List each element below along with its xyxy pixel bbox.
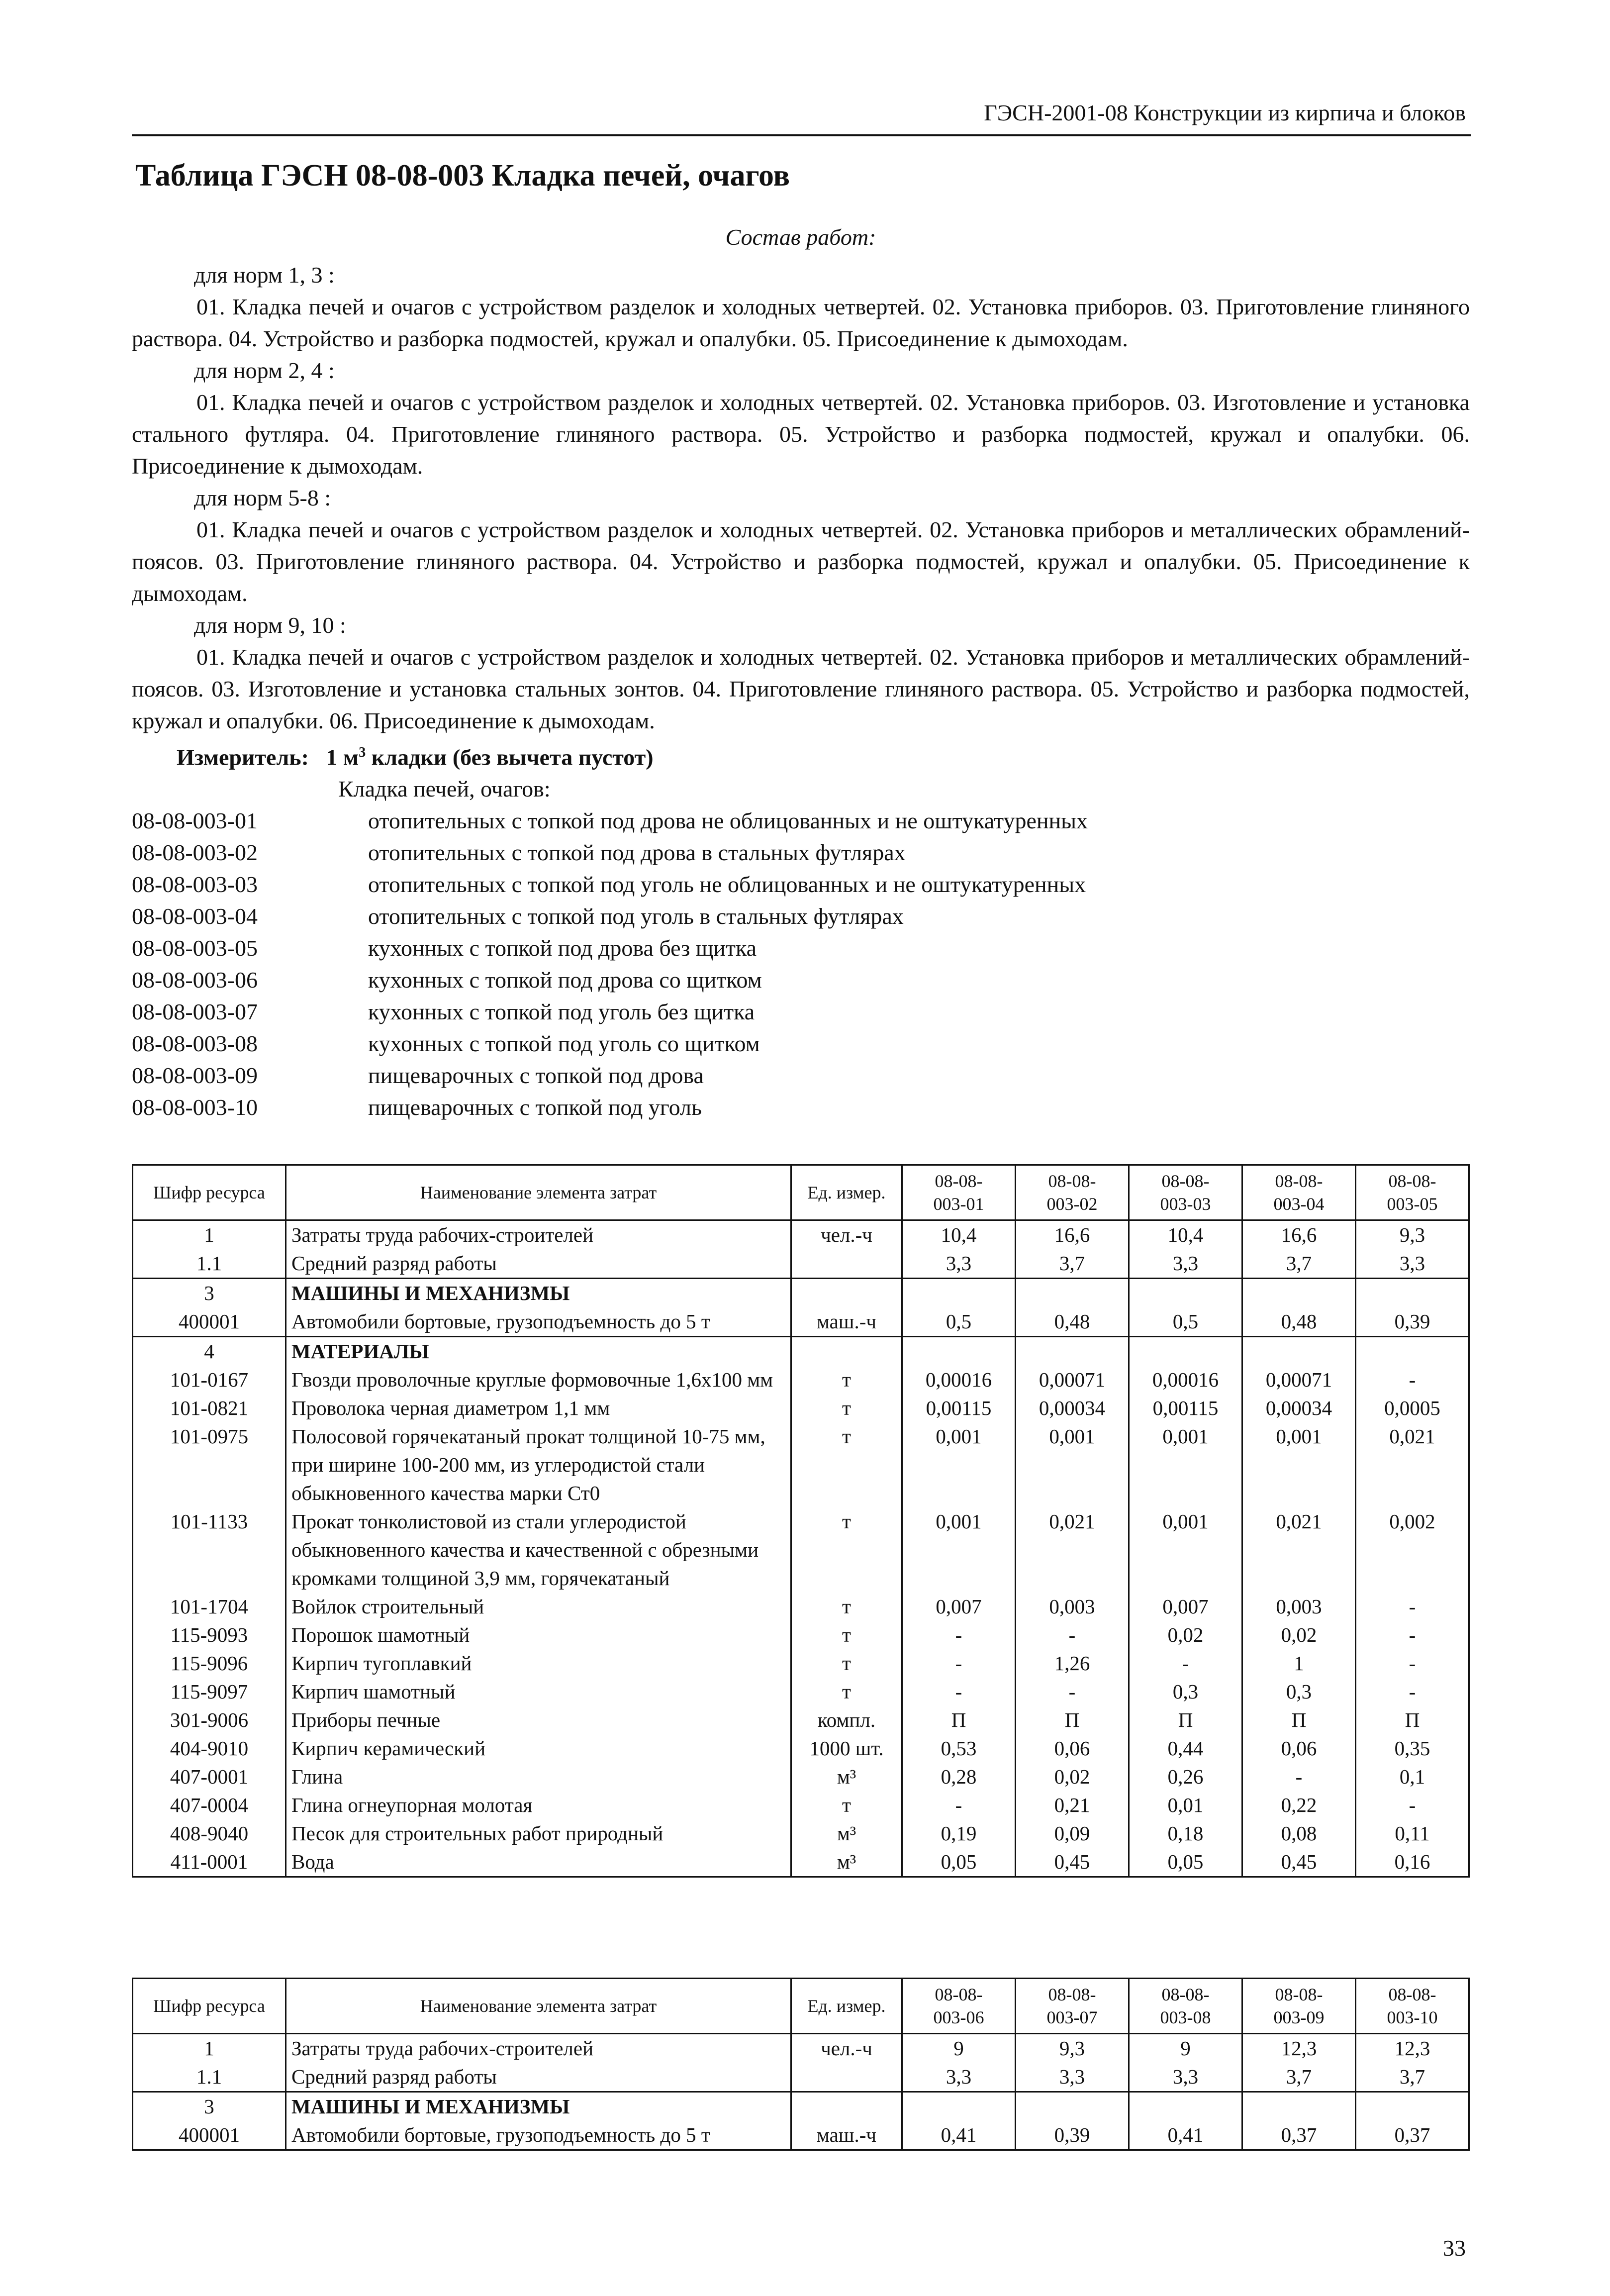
norm-value: 0,3 — [1242, 1678, 1356, 1706]
table-row — [133, 2063, 1469, 2092]
header-unit: Ед. измер. — [791, 1165, 902, 1220]
norm-value: 0,05 — [1129, 1848, 1242, 1877]
resource-name: Кирпич тугоплавкий — [286, 1649, 791, 1678]
norm-value: 0,48 — [1016, 1307, 1129, 1337]
norm-value: 3,3 — [1356, 1249, 1469, 1279]
table-row — [133, 1422, 1469, 1507]
norm-group-label: для норм 9, 10 : — [194, 612, 346, 638]
norm-value: 3,7 — [1242, 1249, 1356, 1279]
norm-code: 08-08-003-08 — [132, 1031, 258, 1057]
table-row — [133, 1791, 1469, 1819]
resource-name: Кирпич шамотный — [286, 1678, 791, 1706]
measure-value-suffix: кладки (без вычета пустот) — [366, 744, 654, 770]
measure-superscript: 3 — [359, 745, 366, 760]
norm-value: 0,00034 — [1242, 1394, 1356, 1422]
resource-unit: т — [791, 1394, 902, 1422]
resource-unit: т — [791, 1507, 902, 1593]
norm-value: 9,3 — [1356, 1220, 1469, 1250]
norm-value: 0,18 — [1129, 1819, 1242, 1848]
norm-value: 12,3 — [1356, 2034, 1469, 2063]
norm-code: 08-08-003-04 — [132, 903, 258, 929]
table-row — [133, 1507, 1469, 1593]
resource-code: 400001 — [133, 1307, 286, 1337]
norm-value: 0,0005 — [1356, 1394, 1469, 1422]
norm-value: - — [1016, 1621, 1129, 1649]
norm-value: 0,19 — [902, 1819, 1016, 1848]
norm-code: 08-08-003-09 — [132, 1063, 258, 1089]
norm-value: 0,021 — [1016, 1507, 1129, 1593]
resource-name: Гвозди проволочные круглые формовочные 1,6х100 мм — [286, 1366, 791, 1394]
resource-code: 115-9096 — [133, 1649, 286, 1678]
composition-heading: Состав работ: — [725, 224, 876, 250]
resource-code: 400001 — [133, 2121, 286, 2150]
resource-unit: т — [791, 1593, 902, 1621]
header-code: Шифр ресурса — [133, 1165, 286, 1220]
norm-value: 0,021 — [1356, 1422, 1469, 1507]
resource-unit: компл. — [791, 1706, 902, 1734]
resource-code: 115-9097 — [133, 1678, 286, 1706]
resource-unit: т — [791, 1422, 902, 1507]
norm-description: пищеварочных с топкой под уголь — [368, 1095, 702, 1120]
norm-value — [1016, 1337, 1129, 1366]
norm-value: П — [1016, 1706, 1129, 1734]
resource-unit: м³ — [791, 1848, 902, 1877]
norm-description: отопительных с топкой под уголь в стальных футлярах — [368, 903, 904, 929]
norm-value: 0,05 — [902, 1848, 1016, 1877]
norm-description: отопительных с топкой под дрова в стальных футлярах — [368, 840, 906, 866]
resource-code: 407-0004 — [133, 1791, 286, 1819]
norm-value: 9 — [902, 2034, 1016, 2063]
norm-value: 0,007 — [1129, 1593, 1242, 1621]
resource-code: 1.1 — [133, 1249, 286, 1279]
norm-value: 0,09 — [1016, 1819, 1129, 1848]
resource-unit: т — [791, 1621, 902, 1649]
norm-value: 0,00115 — [1129, 1394, 1242, 1422]
norm-value: 0,00071 — [1016, 1366, 1129, 1394]
resource-unit: маш.-ч — [791, 1307, 902, 1337]
header-name: Наименование элемента затрат — [286, 1165, 791, 1220]
norm-value: 3,3 — [1129, 2063, 1242, 2092]
norm-value: 3,3 — [1016, 2063, 1129, 2092]
resource-name: Затраты труда рабочих-строителей — [286, 2034, 791, 2063]
norm-value: 0,02 — [1016, 1763, 1129, 1791]
norm-value: 0,02 — [1242, 1621, 1356, 1649]
resource-name: Полосовой горячекатаный прокат толщиной 10-75 мм, при ширине 100-200 мм, из углеродистой стали обыкновенного качества марки Ст0 — [286, 1422, 791, 1507]
resource-unit: т — [791, 1678, 902, 1706]
resource-code: 1.1 — [133, 2063, 286, 2092]
norm-group-text: 01. Кладка печей и очагов с устройством разделок и холодных четвертей. 02. Установка приборов. 03. Изготовление и установка стального футляра. 04. Приготовление глиняного раствора. 05. Устройство и разборка подмостей, кружал и опалубки. 06. Присоединение к дымоходам. — [132, 390, 1470, 479]
norm-value: 0,44 — [1129, 1734, 1242, 1763]
norm-value: 0,5 — [1129, 1307, 1242, 1337]
resource-unit: чел.-ч — [791, 1220, 902, 1250]
masonry-label: Кладка печей, очагов: — [338, 776, 551, 802]
norm-code: 08-08-003-07 — [132, 999, 258, 1025]
resource-unit: т — [791, 1366, 902, 1394]
norm-value: 0,021 — [1242, 1507, 1356, 1593]
table-row — [133, 1366, 1469, 1394]
table-row — [133, 1678, 1469, 1706]
table-row — [133, 1394, 1469, 1422]
resource-code: 101-1704 — [133, 1593, 286, 1621]
norm-value: - — [1356, 1593, 1469, 1621]
norm-value: 0,02 — [1129, 1621, 1242, 1649]
norm-value: 0,007 — [902, 1593, 1016, 1621]
norm-value: - — [1356, 1621, 1469, 1649]
resource-code: 301-9006 — [133, 1706, 286, 1734]
norm-value: 0,28 — [902, 1763, 1016, 1791]
norm-code-item — [132, 996, 1470, 1028]
header-unit: Ед. измер. — [791, 1979, 902, 2034]
norm-value: 0,41 — [902, 2121, 1016, 2150]
norm-value: П — [902, 1706, 1016, 1734]
header-norm: 08-08- 003-04 — [1242, 1165, 1356, 1220]
header-norm: 08-08- 003-06 — [902, 1979, 1016, 2034]
norm-value: 0,00034 — [1016, 1394, 1129, 1422]
norm-value: 16,6 — [1242, 1220, 1356, 1250]
norm-value: 0,48 — [1242, 1307, 1356, 1337]
norm-value — [902, 1279, 1016, 1308]
norm-value: 0,001 — [902, 1422, 1016, 1507]
norm-value: 0,002 — [1356, 1507, 1469, 1593]
norm-description: отопительных с топкой под уголь не облицованных и не оштукатуренных — [368, 872, 1086, 898]
resource-table-2 — [132, 1978, 1470, 2151]
header-norm: 08-08- 003-01 — [902, 1165, 1016, 1220]
resource-unit: т — [791, 1791, 902, 1819]
header-norm: 08-08- 003-07 — [1016, 1979, 1129, 2034]
norm-code-item — [132, 869, 1470, 900]
resource-name: Глина огнеупорная молотая — [286, 1791, 791, 1819]
composition-section — [132, 221, 1470, 1123]
norm-description: кухонных с топкой под дрова без щитка — [368, 935, 757, 961]
norm-value: 0,00016 — [902, 1366, 1016, 1394]
norm-value: 12,3 — [1242, 2034, 1356, 2063]
norm-value — [1242, 2092, 1356, 2121]
section-title: МАТЕРИАЛЫ — [286, 1337, 791, 1366]
page-number: 33 — [1443, 2235, 1466, 2261]
norm-value: 0,21 — [1016, 1791, 1129, 1819]
header-norm: 08-08- 003-10 — [1356, 1979, 1469, 2034]
norm-value — [1356, 2092, 1469, 2121]
norm-value: 16,6 — [1016, 1220, 1129, 1250]
resource-code: 411-0001 — [133, 1848, 286, 1877]
measure-line — [132, 737, 1470, 773]
resource-name: Приборы печные — [286, 1706, 791, 1734]
resource-code: 101-0821 — [133, 1394, 286, 1422]
norm-code-item — [132, 900, 1470, 932]
resource-name: Средний разряд работы — [286, 1249, 791, 1279]
norm-code-item — [132, 805, 1470, 837]
norm-code: 08-08-003-10 — [132, 1095, 258, 1120]
norm-code-item — [132, 837, 1470, 869]
norm-value: 0,00071 — [1242, 1366, 1356, 1394]
norm-value: - — [1356, 1366, 1469, 1394]
norm-value: 3,3 — [902, 1249, 1016, 1279]
norm-group-label: для норм 1, 3 : — [194, 262, 335, 288]
norm-value: - — [1356, 1791, 1469, 1819]
norm-description: кухонных с топкой под уголь без щитка — [368, 999, 755, 1025]
norm-value: 3,3 — [1129, 1249, 1242, 1279]
resource-name: Затраты труда рабочих-строителей — [286, 1220, 791, 1250]
table-row — [133, 1706, 1469, 1734]
resource-code: 404-9010 — [133, 1734, 286, 1763]
norm-value: 0,1 — [1356, 1763, 1469, 1791]
norm-value — [1356, 1337, 1469, 1366]
norm-group-label: для норм 5-8 : — [194, 485, 331, 510]
norm-value: 3,7 — [1016, 1249, 1129, 1279]
header-name: Наименование элемента затрат — [286, 1979, 791, 2034]
norm-value: - — [1016, 1678, 1129, 1706]
norm-code-list — [132, 805, 1470, 1123]
norm-value: 0,11 — [1356, 1819, 1469, 1848]
norm-code-item — [132, 932, 1470, 964]
resource-code: 3 — [133, 1279, 286, 1308]
table-row — [133, 1819, 1469, 1848]
norm-value: 0,39 — [1016, 2121, 1129, 2150]
norm-value — [1242, 1337, 1356, 1366]
norm-value: - — [902, 1678, 1016, 1706]
norm-value: 10,4 — [1129, 1220, 1242, 1250]
header-norm: 08-08- 003-09 — [1242, 1979, 1356, 2034]
norm-value: 0,16 — [1356, 1848, 1469, 1877]
resource-code: 101-0975 — [133, 1422, 286, 1507]
norm-value — [1242, 1279, 1356, 1308]
norm-code-item — [132, 964, 1470, 996]
resource-unit — [791, 1337, 902, 1366]
norm-value: П — [1129, 1706, 1242, 1734]
table-row — [133, 1763, 1469, 1791]
norm-value: 0,3 — [1129, 1678, 1242, 1706]
norm-value: 0,06 — [1242, 1734, 1356, 1763]
table-title: Таблица ГЭСН 08-08-003 Кладка печей, очагов — [135, 159, 790, 193]
resource-unit — [791, 2063, 902, 2092]
norm-value: П — [1356, 1706, 1469, 1734]
resource-name: Автомобили бортовые, грузоподъемность до 5 т — [286, 2121, 791, 2150]
norm-value: 9 — [1129, 2034, 1242, 2063]
norm-value: 0,003 — [1242, 1593, 1356, 1621]
norm-value: 0,45 — [1016, 1848, 1129, 1877]
section-row — [133, 2092, 1469, 2121]
norm-value: 0,45 — [1242, 1848, 1356, 1877]
norm-value: 0,08 — [1242, 1819, 1356, 1848]
table-row — [133, 1307, 1469, 1337]
measure-label: Измеритель: — [177, 744, 309, 770]
header-norm: 08-08- 003-03 — [1129, 1165, 1242, 1220]
norm-value: 0,37 — [1356, 2121, 1469, 2150]
resource-code: 408-9040 — [133, 1819, 286, 1848]
resource-unit: т — [791, 1649, 902, 1678]
running-header: ГЭСН-2001-08 Конструкции из кирпича и блоков — [984, 100, 1466, 125]
resource-code: 1 — [133, 2034, 286, 2063]
norm-value: 0,53 — [902, 1734, 1016, 1763]
norm-value: 0,5 — [902, 1307, 1016, 1337]
table-row — [133, 1848, 1469, 1877]
norm-value: 10,4 — [902, 1220, 1016, 1250]
norm-description: кухонных с топкой под дрова со щитком — [368, 967, 762, 993]
norm-group-label: для норм 2, 4 : — [194, 358, 335, 383]
norm-code: 08-08-003-05 — [132, 935, 258, 961]
section-title: МАШИНЫ И МЕХАНИЗМЫ — [286, 2092, 791, 2121]
resource-unit: 1000 шт. — [791, 1734, 902, 1763]
header-norm: 08-08- 003-05 — [1356, 1165, 1469, 1220]
norm-value — [1129, 1279, 1242, 1308]
section-row — [133, 1337, 1469, 1366]
table-row — [133, 2034, 1469, 2063]
resource-unit — [791, 1249, 902, 1279]
resource-unit — [791, 1279, 902, 1308]
norm-value — [902, 2092, 1016, 2121]
resource-name: Войлок строительный — [286, 1593, 791, 1621]
norm-value: - — [902, 1621, 1016, 1649]
norm-value: 0,001 — [1016, 1422, 1129, 1507]
resource-name: Глина — [286, 1763, 791, 1791]
norm-value: 1,26 — [1016, 1649, 1129, 1678]
section-row — [133, 1279, 1469, 1308]
table-row — [133, 1220, 1469, 1250]
norm-value: 0,06 — [1016, 1734, 1129, 1763]
norm-value: 0,41 — [1129, 2121, 1242, 2150]
norm-value — [1356, 1279, 1469, 1308]
resource-code: 1 — [133, 1220, 286, 1250]
norm-value: - — [1356, 1649, 1469, 1678]
norm-value: 0,001 — [902, 1507, 1016, 1593]
header-rule — [132, 134, 1471, 136]
table-row — [133, 1593, 1469, 1621]
header-norm: 08-08- 003-02 — [1016, 1165, 1129, 1220]
norm-value: 0,00115 — [902, 1394, 1016, 1422]
resource-name: Проволока черная диаметром 1,1 мм — [286, 1394, 791, 1422]
resource-name: Порошок шамотный — [286, 1621, 791, 1649]
table-row — [133, 1621, 1469, 1649]
resource-code: 407-0001 — [133, 1763, 286, 1791]
norm-code-item — [132, 1092, 1470, 1123]
norm-value — [1016, 2092, 1129, 2121]
resource-name: Вода — [286, 1848, 791, 1877]
norm-value: - — [1242, 1763, 1356, 1791]
resource-unit: м³ — [791, 1763, 902, 1791]
norm-value: - — [902, 1649, 1016, 1678]
norm-value: 3,7 — [1242, 2063, 1356, 2092]
norm-code-item — [132, 1028, 1470, 1060]
norm-value: - — [1356, 1678, 1469, 1706]
table-row — [133, 1249, 1469, 1279]
resource-name: Песок для строительных работ природный — [286, 1819, 791, 1848]
norm-value — [1129, 2092, 1242, 2121]
table-row — [133, 1734, 1469, 1763]
measure-value: 1 м — [326, 744, 359, 770]
resource-code: 4 — [133, 1337, 286, 1366]
norm-code-item — [132, 1060, 1470, 1092]
norm-value: 0,001 — [1129, 1507, 1242, 1593]
header-norm: 08-08- 003-08 — [1129, 1979, 1242, 2034]
norm-value: 0,001 — [1242, 1422, 1356, 1507]
resource-name: Кирпич керамический — [286, 1734, 791, 1763]
norm-value: 0,003 — [1016, 1593, 1129, 1621]
norm-value — [1129, 1337, 1242, 1366]
norm-group-text: 01. Кладка печей и очагов с устройством разделок и холодных четвертей. 02. Установка приборов и металлических обрамлений-поясов. 03. Приготовление глиняного раствора. 04. Устройство и разборка подмостей, кружал и опалубки. 05. Присоединение к дымоходам. — [132, 517, 1470, 606]
norm-description: кухонных с топкой под уголь со щитком — [368, 1031, 760, 1057]
norm-value: 0,22 — [1242, 1791, 1356, 1819]
norm-value: 0,26 — [1129, 1763, 1242, 1791]
norm-group-text: 01. Кладка печей и очагов с устройством разделок и холодных четвертей. 02. Установка приборов. 03. Приготовление глиняного раствора. 04. Устройство и разборка подмостей, кружал и опалубки. 05. Присоединение к дымоходам. — [132, 294, 1470, 351]
norm-code: 08-08-003-06 — [132, 967, 258, 993]
norm-value: П — [1242, 1706, 1356, 1734]
resource-code: 115-9093 — [133, 1621, 286, 1649]
norm-value: 0,00016 — [1129, 1366, 1242, 1394]
norm-value: 1 — [1242, 1649, 1356, 1678]
norm-code: 08-08-003-03 — [132, 872, 258, 898]
norm-code: 08-08-003-01 — [132, 808, 258, 834]
resource-code: 101-1133 — [133, 1507, 286, 1593]
resource-unit — [791, 2092, 902, 2121]
norm-code: 08-08-003-02 — [132, 840, 258, 866]
norm-value: 0,37 — [1242, 2121, 1356, 2150]
norm-value: 0,01 — [1129, 1791, 1242, 1819]
norm-value: 3,7 — [1356, 2063, 1469, 2092]
resource-name: Прокат тонколистовой из стали углеродистой обыкновенного качества и качественной с обрезными кромками толщиной 3,9 мм, горячекатаный — [286, 1507, 791, 1593]
resource-unit: м³ — [791, 1819, 902, 1848]
resource-name: Средний разряд работы — [286, 2063, 791, 2092]
resource-table-1 — [132, 1164, 1470, 1878]
norm-group-text: 01. Кладка печей и очагов с устройством разделок и холодных четвертей. 02. Установка приборов и металлических обрамлений-поясов. 03. Изготовление и установка стальных зонтов. 04. Приготовление глиняного раствора. 05. Устройство и разборка подмостей, кружал и опалубки. 06. Присоединение к дымоходам. — [132, 644, 1470, 733]
norm-value — [902, 1337, 1016, 1366]
norm-value: 3,3 — [902, 2063, 1016, 2092]
resource-code: 3 — [133, 2092, 286, 2121]
norm-value: - — [1129, 1649, 1242, 1678]
norm-description: пищеварочных с топкой под дрова — [368, 1063, 704, 1089]
section-title: МАШИНЫ И МЕХАНИЗМЫ — [286, 1279, 791, 1308]
resource-unit: чел.-ч — [791, 2034, 902, 2063]
header-code: Шифр ресурса — [133, 1979, 286, 2034]
norm-value: 0,35 — [1356, 1734, 1469, 1763]
norm-value: 0,39 — [1356, 1307, 1469, 1337]
resource-code: 101-0167 — [133, 1366, 286, 1394]
table-row — [133, 1649, 1469, 1678]
norm-value: 9,3 — [1016, 2034, 1129, 2063]
norm-value — [1016, 1279, 1129, 1308]
resource-unit: маш.-ч — [791, 2121, 902, 2150]
table-row — [133, 2121, 1469, 2150]
norm-description: отопительных с топкой под дрова не облицованных и не оштукатуренных — [368, 808, 1088, 834]
norm-value: 0,001 — [1129, 1422, 1242, 1507]
norm-value: - — [902, 1791, 1016, 1819]
resource-name: Автомобили бортовые, грузоподъемность до 5 т — [286, 1307, 791, 1337]
